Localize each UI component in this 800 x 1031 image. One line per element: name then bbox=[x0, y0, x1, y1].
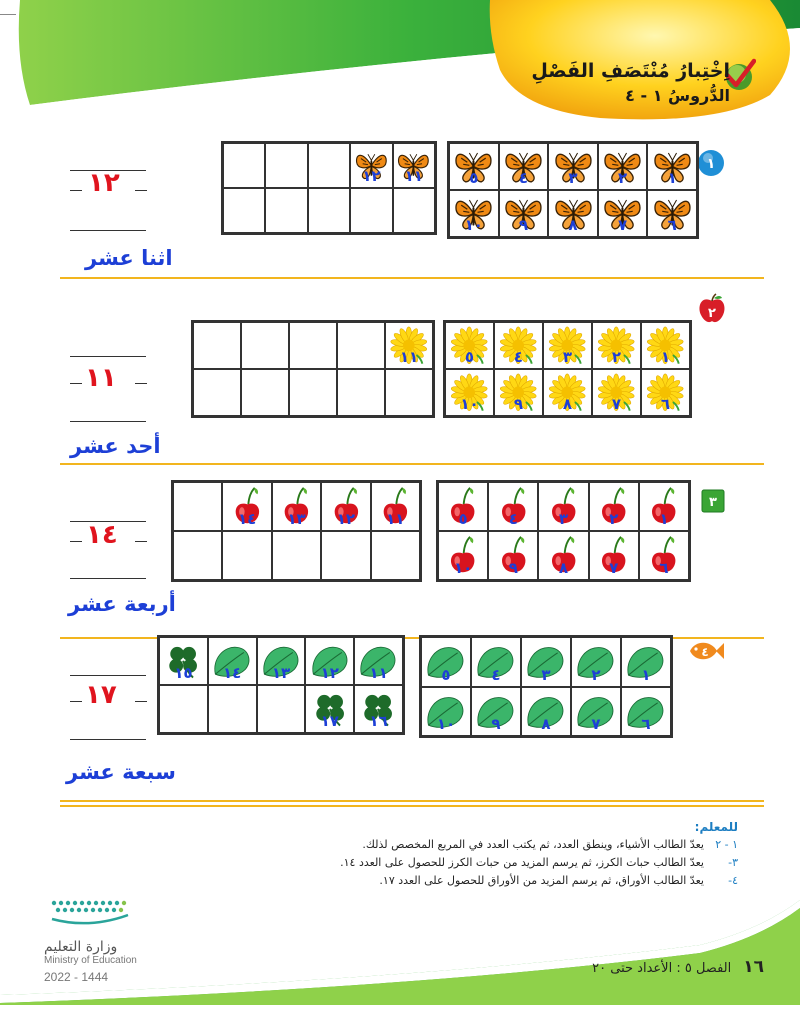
cherry-icon bbox=[593, 535, 634, 575]
cherry-icon bbox=[493, 486, 534, 526]
separator bbox=[60, 463, 764, 465]
butterfly-icon bbox=[354, 147, 389, 184]
frame-cell[interactable] bbox=[449, 190, 499, 237]
leaf-icon bbox=[358, 641, 398, 681]
frame-cell[interactable] bbox=[538, 482, 588, 531]
count-label: ٨ bbox=[541, 715, 551, 733]
count-label: ١ bbox=[667, 169, 677, 187]
count-label: ٣ bbox=[562, 348, 573, 366]
separator bbox=[60, 805, 764, 807]
frame-cell[interactable] bbox=[354, 685, 403, 733]
answer-blank-dash bbox=[135, 541, 147, 542]
cherry-icon bbox=[593, 486, 634, 526]
count-label: ١ bbox=[659, 510, 669, 528]
leaf-icon bbox=[425, 691, 466, 732]
count-label: ٩ bbox=[513, 395, 524, 413]
count-label: ١٢ bbox=[320, 664, 339, 682]
edition-year: 2022 - 1444 bbox=[44, 970, 109, 984]
count-label: ١٧ bbox=[320, 712, 339, 730]
frame-cell[interactable] bbox=[471, 637, 521, 687]
frame-cell[interactable] bbox=[222, 482, 271, 531]
frame-cell[interactable] bbox=[521, 637, 571, 687]
answer-blank-dash bbox=[70, 190, 82, 191]
butterfly-icon bbox=[503, 147, 544, 186]
ministry-logo bbox=[44, 895, 214, 984]
teacher-note bbox=[298, 820, 738, 892]
frame-cell[interactable] bbox=[173, 531, 222, 580]
frame-cell[interactable] bbox=[305, 637, 354, 685]
count-label: ١٠ bbox=[453, 559, 473, 577]
count-label: ٧ bbox=[618, 216, 628, 234]
right-ten-frame bbox=[419, 635, 673, 738]
header-title-block bbox=[531, 60, 730, 105]
count-label: ٥ bbox=[441, 665, 451, 684]
answer-top-line bbox=[70, 356, 146, 357]
frame-cell[interactable] bbox=[571, 637, 621, 687]
flower-icon bbox=[449, 326, 489, 365]
frame-cell[interactable] bbox=[421, 687, 471, 737]
butterfly-icon bbox=[553, 194, 594, 233]
count-label: ٧ bbox=[591, 715, 601, 733]
right-ten-frame bbox=[443, 320, 692, 418]
frame-cell[interactable] bbox=[265, 143, 307, 188]
frame-cell[interactable] bbox=[571, 687, 621, 737]
count-label: ٤ bbox=[513, 348, 524, 366]
frame-cell[interactable] bbox=[173, 482, 222, 531]
count-label: ٦ bbox=[659, 559, 669, 577]
answer-number[interactable]: ١٧ bbox=[85, 680, 117, 710]
frame-cell[interactable] bbox=[641, 369, 690, 416]
teacher-note-title: للمعلم: bbox=[694, 820, 738, 834]
butterfly-icon bbox=[453, 147, 494, 186]
flower-icon bbox=[389, 326, 429, 365]
flower-icon bbox=[645, 326, 685, 365]
leaf-icon bbox=[475, 691, 516, 732]
count-label: ٨ bbox=[568, 216, 578, 234]
cherry-icon bbox=[543, 535, 584, 575]
frame-cell[interactable] bbox=[598, 143, 648, 190]
cherry-icon bbox=[375, 486, 416, 526]
answer-blank-dash bbox=[135, 701, 147, 702]
teacher-note-row bbox=[298, 856, 738, 869]
frame-cell[interactable] bbox=[241, 322, 289, 369]
left-ten-frame bbox=[221, 141, 437, 235]
leaf-icon bbox=[575, 691, 616, 732]
butterfly-icon bbox=[602, 147, 643, 186]
frame-cell[interactable] bbox=[499, 190, 549, 237]
leaf-icon bbox=[310, 641, 350, 681]
frame-cell[interactable] bbox=[193, 369, 241, 416]
answer-word[interactable]: أربعة عشر bbox=[68, 592, 176, 616]
count-label: ١٢ bbox=[336, 510, 356, 528]
count-label: ٩ bbox=[508, 559, 518, 577]
count-label: ٤ bbox=[491, 665, 501, 684]
count-label: ١٠ bbox=[436, 715, 456, 733]
cherry-icon bbox=[543, 486, 584, 526]
leaf-icon bbox=[525, 641, 566, 682]
footer-bottom-margin bbox=[0, 1005, 800, 1031]
frame-cell[interactable] bbox=[321, 482, 370, 531]
frame-cell[interactable] bbox=[257, 637, 306, 685]
frame-cell[interactable] bbox=[257, 685, 306, 733]
left-ten-frame bbox=[157, 635, 405, 735]
cherry-icon bbox=[442, 486, 483, 526]
page-number: ١٦ bbox=[743, 957, 764, 977]
frame-cell[interactable] bbox=[438, 482, 488, 531]
ministry-name-ar: وزارة التعليم bbox=[44, 939, 118, 955]
frame-cell[interactable] bbox=[337, 369, 385, 416]
exercise-number-badge bbox=[697, 149, 725, 177]
cherry-icon bbox=[442, 535, 483, 575]
answer-bottom-line bbox=[70, 578, 146, 579]
count-label: ٨ bbox=[562, 395, 573, 413]
frame-cell[interactable] bbox=[193, 322, 241, 369]
frame-cell[interactable] bbox=[354, 637, 403, 685]
frame-cell[interactable] bbox=[543, 322, 592, 369]
cherry-icon bbox=[276, 486, 317, 526]
teacher-note-text: يعدّ الطالب حبات الكرز، ثم يرسم المزيد من حبات الكرز للحصول على العدد ١٤. bbox=[340, 856, 704, 869]
frame-cell[interactable] bbox=[494, 322, 543, 369]
teacher-note-row bbox=[298, 874, 738, 887]
count-label: ١١ bbox=[399, 348, 419, 366]
answer-blank-dash bbox=[70, 383, 82, 384]
leaf-icon bbox=[212, 641, 252, 681]
left-ten-frame bbox=[191, 320, 435, 418]
page-subtitle: الدُّروسُ ١ - ٤ bbox=[625, 86, 730, 105]
answer-top-line bbox=[70, 675, 146, 676]
leaf-icon bbox=[475, 641, 516, 682]
cherry-icon bbox=[643, 535, 684, 575]
frame-cell[interactable] bbox=[641, 322, 690, 369]
frame-cell[interactable] bbox=[438, 531, 488, 580]
count-label: ٣ bbox=[541, 665, 551, 684]
ministry-name-en: Ministry of Education bbox=[44, 955, 137, 966]
answer-word[interactable]: سبعة عشر bbox=[66, 760, 176, 784]
count-label: ١٠ bbox=[460, 395, 479, 413]
leaf-icon bbox=[625, 691, 666, 732]
frame-cell[interactable] bbox=[598, 190, 648, 237]
butterfly-icon bbox=[396, 147, 431, 184]
svg-text:٢: ٢ bbox=[708, 306, 716, 321]
butterfly-icon bbox=[503, 194, 544, 233]
left-ten-frame bbox=[171, 480, 422, 582]
count-label: ٩ bbox=[518, 216, 528, 234]
frame-cell[interactable] bbox=[548, 143, 598, 190]
leaf-icon bbox=[425, 641, 466, 682]
frame-cell[interactable] bbox=[592, 322, 641, 369]
frame-cell[interactable] bbox=[159, 637, 208, 685]
teacher-note-key: ١ - ٢ bbox=[715, 838, 738, 851]
frame-cell[interactable] bbox=[589, 482, 639, 531]
frame-cell[interactable] bbox=[208, 685, 257, 733]
leaf-icon bbox=[525, 691, 566, 732]
separator bbox=[60, 277, 764, 279]
count-label: ١٥ bbox=[174, 664, 193, 682]
clover-icon bbox=[163, 641, 203, 681]
frame-cell[interactable] bbox=[385, 369, 433, 416]
frame-cell[interactable] bbox=[647, 190, 697, 237]
butterfly-icon bbox=[602, 194, 643, 233]
separator bbox=[60, 800, 764, 802]
answer-blank-dash bbox=[135, 383, 147, 384]
count-label: ٧ bbox=[609, 559, 619, 577]
answer-bottom-line bbox=[70, 230, 146, 231]
count-label: ٦ bbox=[641, 715, 651, 733]
answer-word[interactable]: اثنا عشر bbox=[85, 246, 173, 270]
teacher-note-key: ٤- bbox=[728, 874, 738, 887]
count-label: ١ bbox=[660, 348, 671, 366]
frame-cell[interactable] bbox=[445, 369, 494, 416]
frame-cell[interactable] bbox=[445, 322, 494, 369]
frame-cell[interactable] bbox=[421, 637, 471, 687]
frame-cell[interactable] bbox=[223, 143, 265, 188]
count-label: ١١ bbox=[386, 510, 405, 528]
frame-cell[interactable] bbox=[471, 687, 521, 737]
frame-cell[interactable] bbox=[449, 143, 499, 190]
count-label: ١٤ bbox=[223, 664, 242, 682]
count-label: ٢ bbox=[618, 169, 628, 187]
cherry-icon bbox=[643, 486, 684, 526]
leaf-icon bbox=[625, 641, 666, 682]
answer-blank-dash bbox=[70, 701, 82, 702]
cherry-icon bbox=[493, 535, 534, 575]
frame-cell[interactable] bbox=[521, 687, 571, 737]
cherry-icon bbox=[326, 486, 367, 526]
frame-cell[interactable] bbox=[548, 190, 598, 237]
frame-cell[interactable] bbox=[488, 531, 538, 580]
butterfly-icon bbox=[553, 147, 594, 186]
frame-cell[interactable] bbox=[208, 637, 257, 685]
frame-cell[interactable] bbox=[621, 687, 671, 737]
flower-icon bbox=[596, 326, 636, 365]
count-label: ٥ bbox=[464, 348, 475, 366]
teacher-note-key: ٣- bbox=[728, 856, 738, 869]
teacher-note-row bbox=[298, 838, 738, 851]
flower-icon bbox=[498, 373, 538, 412]
exercise-number-badge bbox=[701, 489, 725, 513]
frame-cell[interactable] bbox=[308, 143, 350, 188]
count-label: ١٠ bbox=[464, 216, 483, 234]
exercise-number-badge bbox=[697, 293, 727, 325]
frame-cell[interactable] bbox=[159, 685, 208, 733]
teacher-note-text: يعدّ الطالب الأشياء، وينطق العدد، ثم يكتب العدد في المربع المخصص لذلك. bbox=[362, 838, 704, 851]
frame-cell[interactable] bbox=[639, 531, 689, 580]
butterfly-icon bbox=[453, 194, 494, 233]
flower-icon bbox=[547, 326, 587, 365]
frame-cell[interactable] bbox=[265, 188, 307, 233]
butterfly-icon bbox=[652, 147, 693, 186]
butterfly-icon bbox=[652, 194, 693, 233]
count-label: ١١ bbox=[404, 167, 423, 185]
count-label: ١٣ bbox=[271, 664, 291, 682]
answer-blank-dash bbox=[70, 541, 82, 542]
exercise-number-badge bbox=[687, 638, 725, 664]
frame-cell[interactable] bbox=[393, 143, 435, 188]
count-label: ١٣ bbox=[287, 510, 306, 528]
frame-cell[interactable] bbox=[647, 143, 697, 190]
count-label: ٢ bbox=[609, 510, 619, 528]
frame-cell[interactable] bbox=[371, 531, 420, 580]
count-label: ٤ bbox=[508, 510, 518, 528]
answer-blank-dash bbox=[135, 190, 147, 191]
frame-cell[interactable] bbox=[393, 188, 435, 233]
answer-word[interactable]: أحد عشر bbox=[70, 434, 161, 458]
frame-cell[interactable] bbox=[308, 188, 350, 233]
frame-cell[interactable] bbox=[272, 531, 321, 580]
frame-cell[interactable] bbox=[223, 188, 265, 233]
answer-bottom-line bbox=[70, 739, 146, 740]
frame-cell[interactable] bbox=[289, 322, 337, 369]
flower-icon bbox=[596, 373, 636, 412]
count-label: ١٢ bbox=[362, 167, 381, 185]
count-label: ٦ bbox=[660, 395, 671, 413]
frame-cell[interactable] bbox=[305, 685, 354, 733]
page-footer bbox=[592, 957, 764, 977]
count-label: ٢ bbox=[591, 665, 601, 684]
frame-cell[interactable] bbox=[385, 322, 433, 369]
count-label: ٥ bbox=[469, 169, 479, 187]
frame-cell[interactable] bbox=[241, 369, 289, 416]
flower-icon bbox=[645, 373, 685, 412]
frame-cell[interactable] bbox=[639, 482, 689, 531]
flower-icon bbox=[547, 373, 587, 412]
frame-cell[interactable] bbox=[337, 322, 385, 369]
frame-cell[interactable] bbox=[543, 369, 592, 416]
count-label: ١١ bbox=[369, 664, 388, 682]
answer-number[interactable]: ١٢ bbox=[88, 168, 120, 198]
frame-cell[interactable] bbox=[494, 369, 543, 416]
count-label: ٤ bbox=[518, 169, 528, 187]
frame-cell[interactable] bbox=[272, 482, 321, 531]
frame-cell[interactable] bbox=[499, 143, 549, 190]
count-label: ١ bbox=[641, 665, 651, 684]
clover-icon bbox=[358, 689, 398, 729]
chapter-title: الفصل ٥ : الأعداد حتى ٢٠ bbox=[592, 961, 732, 976]
page-title: اِخْتِبارُ مُنْتَصَفِ الفَصْلِ bbox=[531, 60, 730, 82]
right-ten-frame bbox=[436, 480, 691, 582]
frame-cell[interactable] bbox=[321, 531, 370, 580]
frame-cell[interactable] bbox=[350, 188, 392, 233]
frame-cell[interactable] bbox=[289, 369, 337, 416]
teacher-note-text: يعدّ الطالب الأوراق، ثم يرسم المزيد من الأوراق للحصول على العدد ١٧. bbox=[379, 874, 704, 887]
right-ten-frame bbox=[447, 141, 699, 239]
frame-cell[interactable] bbox=[621, 637, 671, 687]
frame-cell[interactable] bbox=[222, 531, 271, 580]
frame-cell[interactable] bbox=[589, 531, 639, 580]
count-label: ٣ bbox=[568, 169, 578, 187]
ministry-logo-icon bbox=[44, 895, 144, 931]
flower-icon bbox=[498, 326, 538, 365]
svg-text:١: ١ bbox=[706, 156, 716, 172]
count-label: ٢ bbox=[611, 348, 622, 366]
leaf-icon bbox=[261, 641, 301, 681]
frame-cell[interactable] bbox=[350, 143, 392, 188]
answer-number[interactable]: ١٤ bbox=[86, 520, 118, 550]
cherry-icon bbox=[227, 486, 268, 526]
count-label: ٦ bbox=[667, 216, 677, 234]
count-label: ٨ bbox=[558, 559, 569, 577]
answer-number[interactable]: ١١ bbox=[85, 363, 117, 393]
count-label: ٥ bbox=[458, 510, 468, 528]
clover-icon bbox=[310, 689, 350, 729]
flower-icon bbox=[449, 373, 489, 412]
frame-cell[interactable] bbox=[538, 531, 588, 580]
frame-cell[interactable] bbox=[488, 482, 538, 531]
count-label: ١٦ bbox=[369, 712, 388, 730]
count-label: ٧ bbox=[611, 395, 622, 413]
answer-bottom-line bbox=[70, 421, 146, 422]
frame-cell[interactable] bbox=[371, 482, 420, 531]
svg-text:٤: ٤ bbox=[701, 645, 709, 659]
leaf-icon bbox=[575, 641, 616, 682]
count-label: ٣ bbox=[558, 510, 569, 528]
frame-cell[interactable] bbox=[592, 369, 641, 416]
svg-text:٣: ٣ bbox=[709, 495, 717, 510]
count-label: ١٤ bbox=[237, 510, 257, 528]
count-label: ٩ bbox=[491, 715, 501, 733]
